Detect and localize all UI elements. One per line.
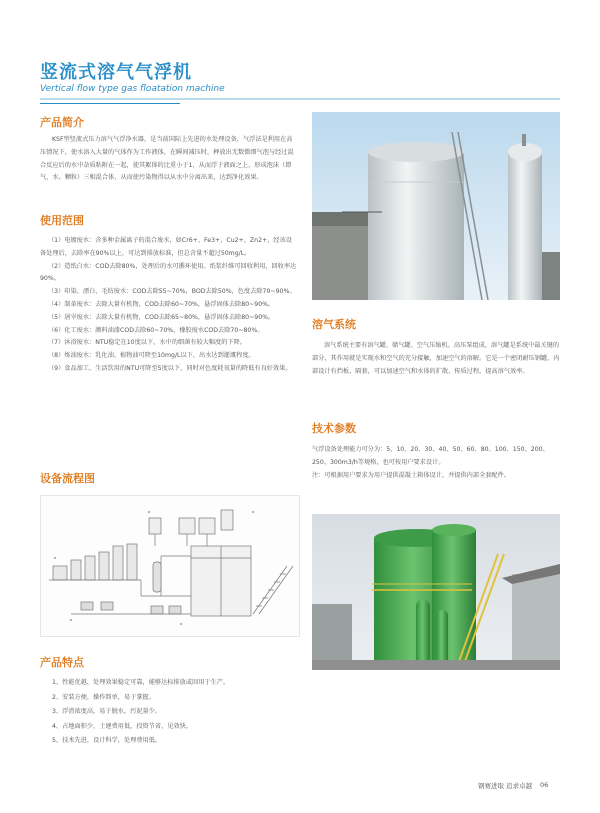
flow-diagram-drawing <box>41 496 299 636</box>
tech-heading: 技术参数 <box>312 422 356 435</box>
title-accent <box>40 103 180 104</box>
feature-item: 3、浮渣浓度高，易于脱水，污泥量少。 <box>52 708 162 715</box>
usage-item: （5）屠宰废水：去除大量有机物，COD去除65~80%，悬浮固体去除80~90%。 <box>48 313 275 321</box>
usage-item: （9）食品加工、生活饮用的NTU可降至5度以下，同时对色度耗氧量的降低有良好效果。 <box>48 364 292 372</box>
page-number: 06 <box>540 781 549 789</box>
photo-green-tanks <box>312 514 560 670</box>
usage-item: （1）电镀废水：含多种金属离子的混合废水，如Cr6+、Fe3+、Cu2+、Zn2+，经该设备处理后，去除率在90%以上，可达到排放标准，但总含量不超过50mg/L。 <box>40 237 292 257</box>
usage-item: （6）化工废水：颜料油漆COD去除60~70%，橡胶废水COD去除70~80%。 <box>48 326 264 334</box>
intro-heading: 产品简介 <box>40 116 84 129</box>
features-list <box>40 676 298 749</box>
feature-item: 1、性能优越，处理效果稳定可靠，能够达标排放或回用于生产。 <box>52 679 230 686</box>
features-heading: 产品特点 <box>40 656 84 669</box>
footer-slogan: 钢赛进取 追求卓越 <box>478 782 533 790</box>
photo-green-tanks-image <box>312 514 560 670</box>
usage-item: （3）印染、漂白、毛纺废水：COD去除55~70%，BOD去除50%，色度去除70~90%。 <box>48 288 296 296</box>
usage-heading: 使用范围 <box>40 214 84 227</box>
photo-white-tanks-image <box>312 112 560 300</box>
usage-item: （2）造纸白水：COD去除80%，处理后的水可循环使用。纸浆纤维可回收利用，回收率达90%。 <box>40 262 297 283</box>
feature-item: 5、技术先进，设计科学，处理费用低。 <box>52 737 162 744</box>
flow-diagram <box>40 495 300 637</box>
intro-text: KSF型竖流式压力溶气气浮净水器，是当前国际上先进的水处理设备，气浮法是利用在高压情况下，使水溶入大量的气体作为工作液体，在瞬间减压时，释放出无数微细气泡与经过混合反应后的水中杂质粘附在一起，使其絮体的比重小于1，从而浮于液面之上，形成泡沫（即气、水、颗粒）三相混合体，从而使污染物得以从水中分离出来，达到净化效果。 <box>40 136 294 182</box>
title-divider <box>40 98 560 100</box>
dissolve-text: 溶气系统主要有溶气罐、储气罐、空气压缩机、高压泵组成，溶气罐是系统中最关键的部分，其作用就是实现水和空气的充分接触，加速空气的溶解。它是一个密闭耐压钢罐，内部设计有挡板、隔套，可以加速空气和水体的扩散、传质过程，提高溶气效率。 <box>312 342 560 375</box>
feature-item: 4、占地面积少，土建费用低，投资节省，见效快。 <box>52 722 193 730</box>
usage-item: （4）制革废水：去除大量有机物，COD去除60~70%，悬浮固体去除80~90%。 <box>48 300 275 308</box>
feature-item: 2、安装方便，操作简单，易于掌握。 <box>52 693 155 701</box>
photo-white-tanks <box>312 112 560 300</box>
dissolve-heading: 溶气系统 <box>312 318 356 331</box>
tech-text: 气浮设备处理能力可分为：5、10、20、30、40、50、60、80、100、150、200、250、300m3/h等规格，也可按用户要求设计。 注：可根据用户要求为用户提供混凝土箱体设计，并提供内部全套配件。 <box>312 446 549 479</box>
usage-item: （8）炼油废水：乳化油、植物油可降至10mg/L以下，出水达到灌溉程度。 <box>48 352 255 360</box>
flow-heading: 设备流程图 <box>40 472 95 485</box>
usage-item: （7）沐浴废水：NTU稳定在10度以下，水中的细菌有较大幅度的下降。 <box>48 339 246 347</box>
usage-list <box>40 235 298 376</box>
page-subtitle: Vertical flow type gas floatation machine <box>40 84 225 94</box>
page-title: 竖流式溶气气浮机 <box>40 62 192 83</box>
